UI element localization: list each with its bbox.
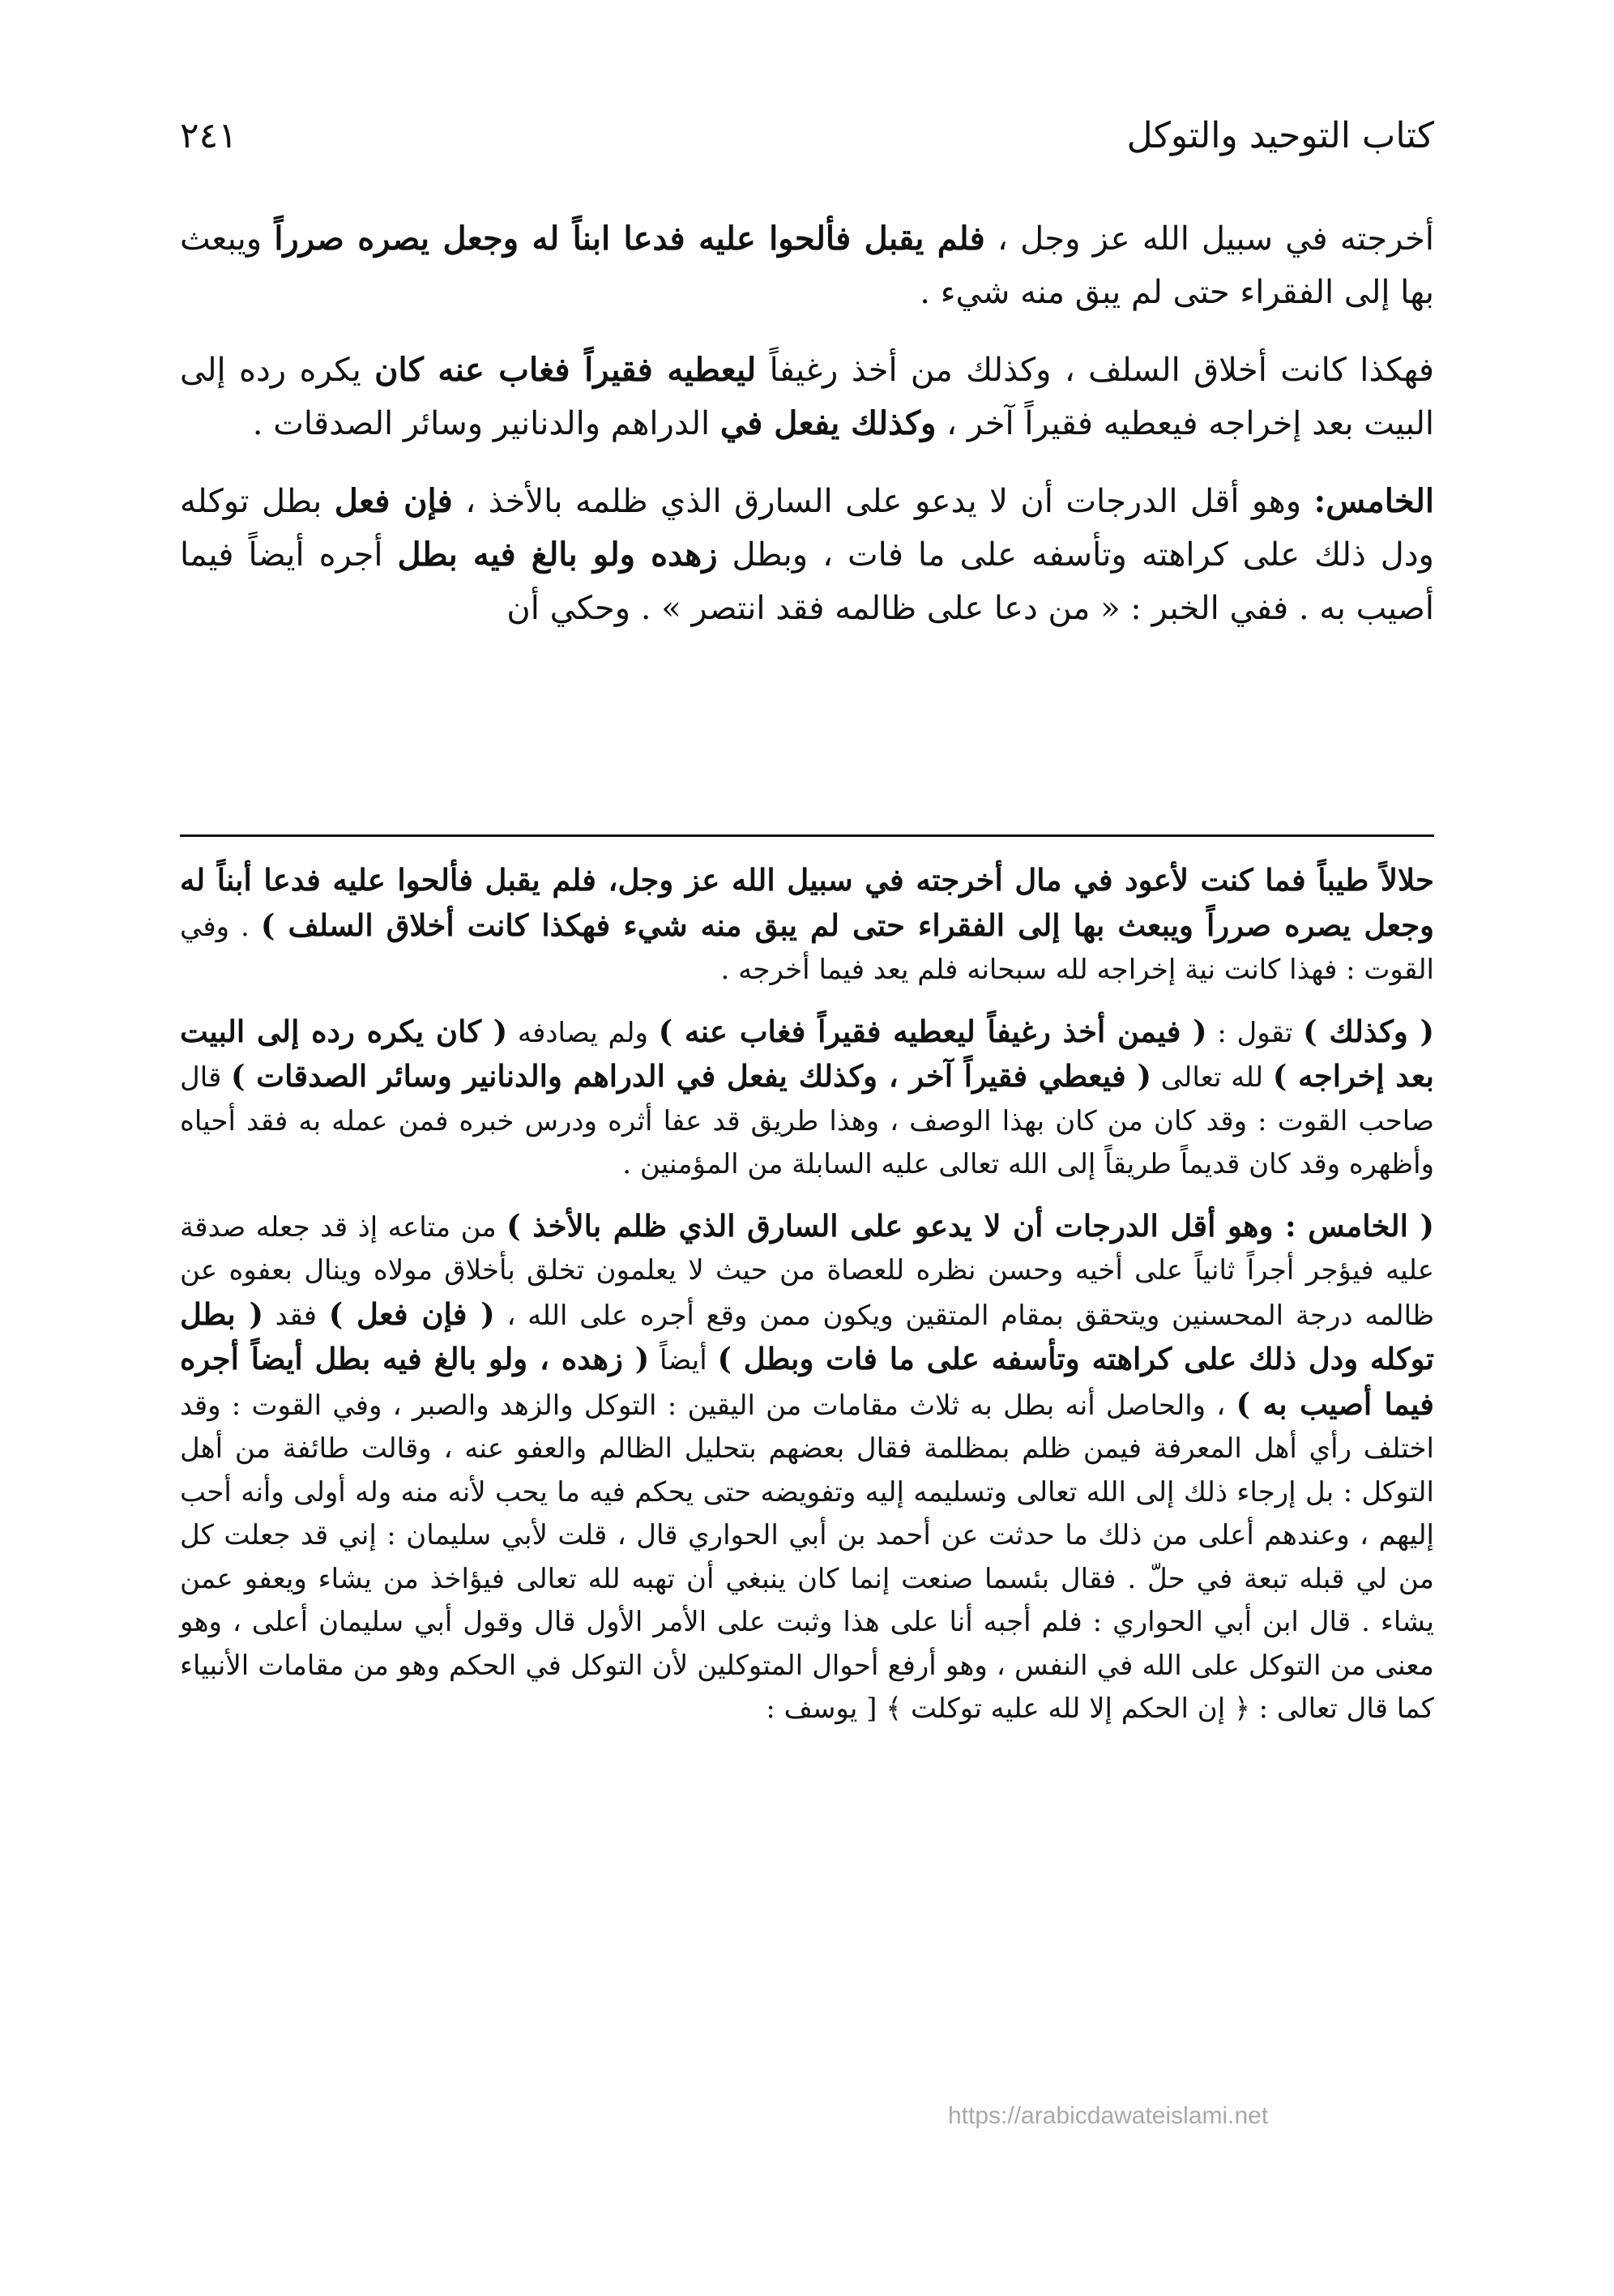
quoted-text-run: ( الخامس : وهو أقل الدرجات أن لا يدعو على السارق الذي ظلم بالأخذ ) xyxy=(506,1207,1434,1244)
text-run: فقد xyxy=(263,1299,329,1332)
main-paragraph-1 xyxy=(180,212,1434,319)
main-paragraph-3 xyxy=(180,475,1434,635)
text-run: ويبعث بها إلى الفقراء حتى لم يبق منه شيء . xyxy=(180,220,1434,311)
watermark-url: https://arabicdawateislami.net xyxy=(948,2102,1269,2129)
text-run: . وفي القوت : فهذا كانت نية إخراجه لله سبحانه فلم يعد فيما أخرجه . xyxy=(180,910,1434,986)
quoted-text-run: ( فيمن أخذ رغيفاً ليعطيه فقيراً فغاب عنه ) xyxy=(658,1013,1207,1049)
main-paragraph-2 xyxy=(180,344,1434,450)
commentary-paragraph-2 xyxy=(180,1010,1434,1187)
text-run: بطل توكله ودل ذلك على كراهته وتأسفه على ما فات ، وبطل xyxy=(180,483,1434,574)
quoted-text-run: ( فيعطي فقيراً آخر ، وكذلك يفعل في الدراهم والدنانير وسائر الصدقات ) xyxy=(231,1058,1151,1094)
commentary-paragraph-3 xyxy=(180,1205,1434,1731)
quoted-text-run: ( فإن فعل ) xyxy=(328,1295,495,1332)
text-run: لله تعالى xyxy=(1151,1061,1273,1094)
commentary-text xyxy=(180,859,1434,1749)
text-run: قال صاحب القوت : وقد كان من كان بهذا الوصف ، وهذا طريق قد عفا أثره ودرس خبره فمن عمله به فقد أحياه وأظهره وقد كان قديماً طريقاً إلى الله تعالى عليه السابلة من المؤمنين . xyxy=(180,1061,1434,1180)
page-header xyxy=(180,104,1434,169)
footnote-divider xyxy=(180,834,1434,837)
text-run: أيضاً xyxy=(649,1344,718,1376)
quoted-text-run: ( بطل توكله ودل ذلك على كراهته وتأسفه على ما فات وبطل ) xyxy=(180,1295,1434,1376)
text-run: ، والحاصل أنه بطل به ثلاث مقامات من اليقين : التوكل والزهد والصبر ، وفي القوت : وقد اختلف رأي أهل المعرفة فيمن ظلم بمظلمة فقال بعضهم بتحليل الظالم والعفو عنه ، وقالت طائفة من أهل التوكل : بل إرجاء ذلك إلى الله تعالى وتسليمه إليه وتفويضه حتى يحكم فيه ما يحب لأنه منه وله أولى وأنه أحب إليهم ، وعندهم أعلى من ذلك ما حدثت عن أحمد بن أبي الحواري قال ، قلت لأبي سليمان : إني قد جعلت كل من لي قبله تبعة في حلّ . فقال بئسما صنعت إنما كان ينبغي أن تهبه لله تعالى فيؤاخذ من يشاء ويعفو عمن يشاء . قال ابن أبي الحواري : فلم أجبه أنا على هذا وثبت على الأمر الأول قال وقول أبي سليمان أعلى ، وهو معنى من التوكل على الله في النفس ، وهو أرفع أحوال المتوكلين لأن التوكل في الحكم وهو من مقامات الأنبياء كما قال تعالى : ﴿ إن الحكم إلا لله عليه توكلت ﴾ [ يوسف : xyxy=(180,1389,1434,1725)
section-label: الخامس: xyxy=(1313,482,1434,520)
text-run: الدراهم والدنانير وسائر الصدقات . xyxy=(252,405,720,442)
bold-text-run: ليعطيه فقيراً فغاب عنه كان xyxy=(374,351,757,389)
text-run: فهكذا كانت أخلاق السلف ، وكذلك من أخذ رغيفاً xyxy=(756,352,1435,389)
quoted-text-run: ( زهده ، ولو بالغ فيه بطل أيضاً أجره فيما أصيب به ) xyxy=(180,1341,1434,1422)
quoted-text-run: حلالاً طيباً فما كنت لأعود في مال أخرجته في سبيل الله عز وجل، فلم يقبل فألحوا عليه فدعا أبناً له وجعل يصره صرراً ويبعث بها إلى الفقراء حتى لم يبق منه شيء فهكذا كانت أخلاق السلف ) xyxy=(180,862,1434,943)
main-text xyxy=(180,212,1434,659)
text-run: تقول : xyxy=(1206,1016,1304,1049)
text-run: أخرجته في سبيل الله عز وجل ، xyxy=(984,220,1434,258)
text-run: من متاعه إذ قد جعله صدقة عليه فيؤجر أجراً ثانياً على أخيه وحسن نظره للعصاة من حيث لا يعلمون تخلق بأخلاق مولاه وينال بعفوه عن ظالمه درجة المحسنين ويتحقق بمقام المتقين ويكون ممن وقع أجره على الله ، xyxy=(180,1210,1434,1332)
quoted-text-run: ( كان يكره رده إلى البيت بعد إخراجه ) xyxy=(180,1013,1434,1094)
commentary-paragraph-1 xyxy=(180,859,1434,992)
text-run: ولم يصادفه xyxy=(507,1016,659,1049)
text-run: أجره أيضاً فيما أصيب به . ففي الخبر : « من دعا على ظالمه فقد انتصر » . وحكي أن xyxy=(180,536,1434,627)
bold-text-run: فلم يقبل فألحوا عليه فدعا ابناً له وجعل يصره صرراً xyxy=(274,220,985,258)
quoted-text-run: ( وكذلك ) xyxy=(1303,1013,1435,1049)
book-title: كتاب التوحيد والتوكل xyxy=(1126,115,1434,156)
page-number: ٢٤١ xyxy=(180,115,237,156)
bold-text-run: وكذلك يفعل في xyxy=(719,404,937,442)
bold-text-run: زهده ولو بالغ فيه بطل xyxy=(397,536,718,574)
text-run: يكره رده إلى البيت بعد إخراجه فيعطيه فقيراً آخر ، xyxy=(180,352,1434,442)
bold-text-run: فإن فعل xyxy=(334,482,453,520)
text-run: وهو أقل الدرجات أن لا يدعو على السارق الذي ظلمه بالأخذ ، xyxy=(452,483,1314,520)
